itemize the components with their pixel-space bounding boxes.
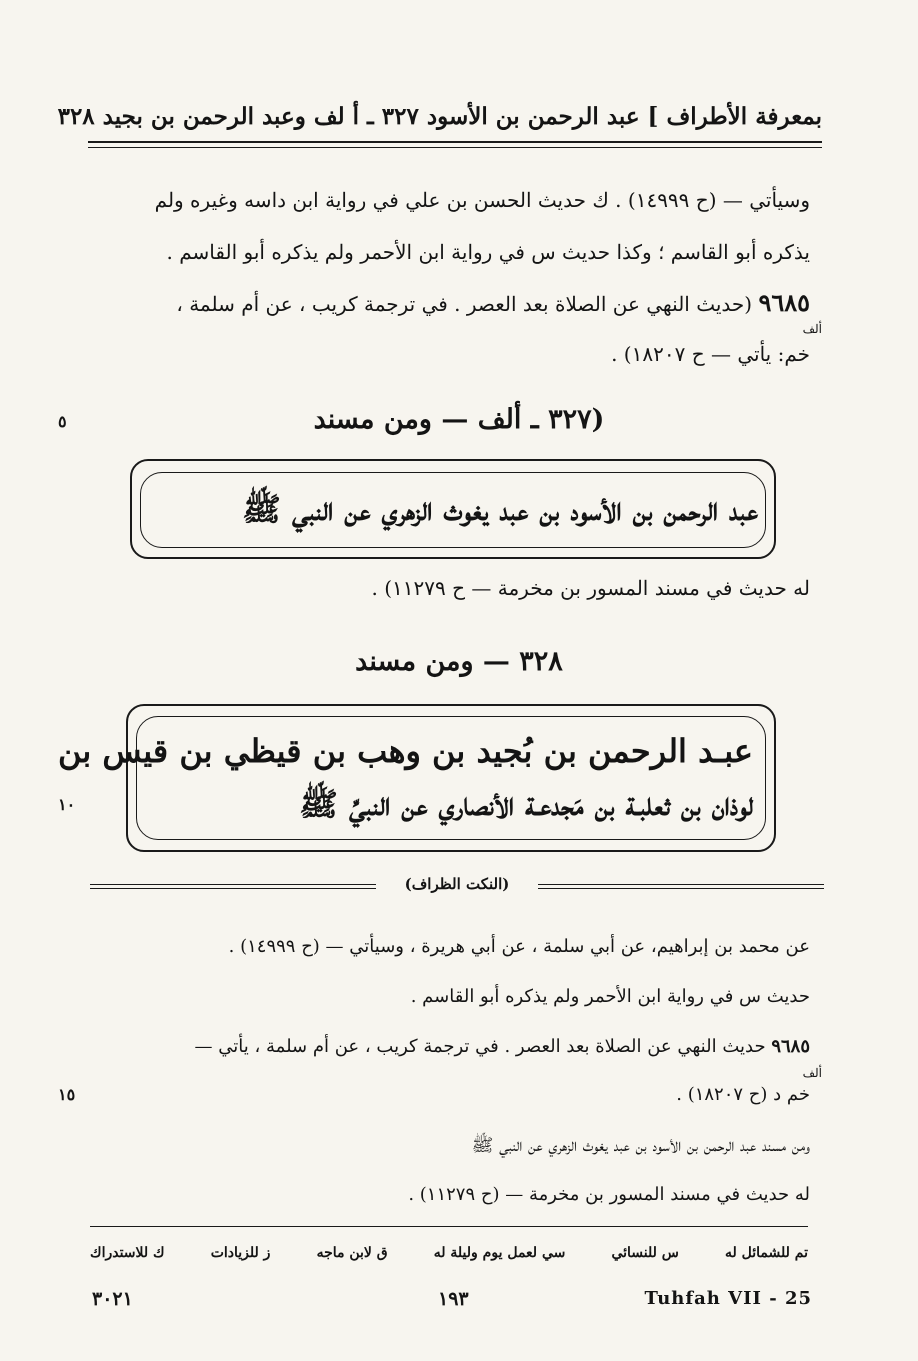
entry-line — [105, 1036, 810, 1057]
musnad-name-328-line1: عبـد الرحمن بن بُجيد بن وهب بن قيظي بن قيس بن — [58, 732, 753, 770]
page-number: ١٩٣ — [438, 1288, 469, 1310]
superscript-alif: ألف — [802, 322, 822, 336]
header-rule-thin — [88, 147, 822, 148]
entry-number: ٩٦٨٥ — [758, 288, 810, 317]
text-line: يذكره أبو القاسم ؛ وكذا حديث س في رواية ابن الأحمر ولم يذكره أبو القاسم . — [166, 240, 810, 264]
margin-line-number: ١٥ — [58, 1085, 76, 1104]
separator-rule — [538, 884, 824, 885]
abbreviation-item: ك للاستدراك — [90, 1245, 165, 1261]
margin-line-number: ١٠ — [58, 795, 76, 814]
text-line: عن محمد بن إبراهيم، عن أبي سلمة ، عن أبي هريرة ، وسيأتي — (ح ١٤٩٩٩) . — [228, 936, 810, 957]
separator-rule — [90, 888, 376, 889]
text-line: وسيأتي — (ح ١٤٩٩٩) . ك حديث الحسن بن علي في رواية ابن داسه وغيره ولم — [154, 188, 810, 212]
separator-rule — [538, 888, 824, 889]
entry-line — [105, 288, 810, 317]
text-line: خم: يأتي — ح ١٨٢٠٧) . — [611, 342, 810, 366]
entry-number: ٩٦٨٥ — [771, 1036, 810, 1057]
header-rule — [88, 141, 822, 143]
text-line: حديث س في رواية ابن الأحمر ولم يذكره أبو القاسم . — [410, 986, 810, 1007]
musnad-name-327: عبد الرحمن بن الأسود بن عبد يغوث الزهري عن النبي ﷺ — [242, 490, 758, 528]
abbreviation-item: تم للشمائل له — [725, 1245, 808, 1261]
nukat-separator — [90, 877, 824, 897]
book-reference: Tuhfah VII - 25 — [644, 1288, 812, 1309]
text-line: له حديث في مسند المسور بن مخرمة — ح ١١٢٧٩) . — [371, 576, 810, 600]
separator-label: (النكت الظراف) — [382, 875, 532, 893]
footer-left-number: ٣٠٢١ — [92, 1288, 133, 1310]
section-heading-328: ٣٢٨ — ومن مسند — [355, 646, 563, 677]
abbreviation-item: سي لعمل يوم وليلة له — [433, 1245, 566, 1261]
running-header — [57, 96, 822, 136]
entry-text: حديث النهي عن الصلاة بعد العصر . في ترجمة كريب ، عن أم سلمة ، يأتي — — [194, 1036, 766, 1057]
abbreviation-item: ق لابن ماجه — [316, 1245, 388, 1261]
text-line: خم د (ح ١٨٢٠٧) . — [676, 1084, 810, 1105]
entry-text: (حديث النهي عن الصلاة بعد العصر . في ترجمة كريب ، عن أم سلمة ، — [176, 292, 753, 316]
abbreviation-item: ز للزيادات — [210, 1245, 271, 1261]
footnote-rule — [90, 1226, 808, 1227]
section-heading-327: (٣٢٧ ـ ألف — ومن مسند — [313, 404, 605, 435]
text-line: له حديث في مسند المسور بن مخرمة — (ح ١١٢٧٩) . — [408, 1184, 810, 1205]
superscript-alif: ألف — [802, 1066, 822, 1080]
separator-rule — [90, 884, 376, 885]
musnad-name-328-line2: لوذان بن ثعلبـة بن مَجدعـة الأنصاري عن النبيِّ ﷺ — [299, 785, 753, 823]
margin-line-number: ٥ — [58, 412, 67, 431]
abbreviation-key — [90, 1240, 808, 1266]
abbreviation-item: س للنسائي — [611, 1245, 679, 1261]
text-line: ومن مسند عبد الرحمن بن الأسود بن عبد يغوث الزهري عن النبي ﷺ — [471, 1135, 810, 1156]
page-footer — [0, 1288, 918, 1318]
header-title: بمعرفة الأطراف ] عبد الرحمن بن الأسود ٣٢٧ ـ أ لف وعبد الرحمن بن بجيد ٣٢٨ — [57, 102, 822, 130]
